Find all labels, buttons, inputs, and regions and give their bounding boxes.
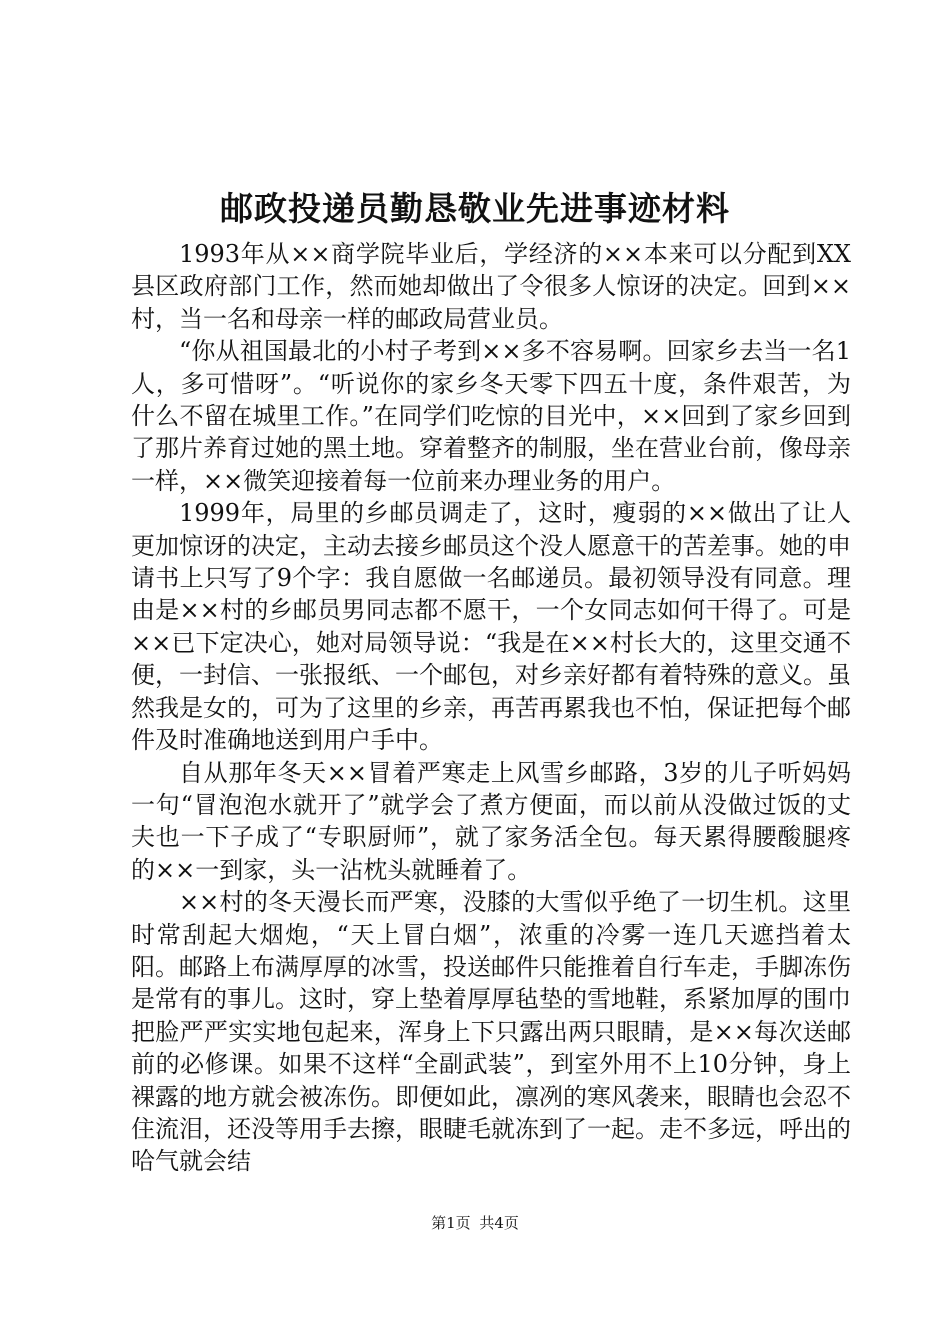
page-total: 共4页	[479, 1214, 519, 1232]
document-body	[131, 238, 851, 1178]
paragraph: “你从祖国最北的小村子考到××多不容易啊。回家乡去当一名1人，多可惜呀”。“听说你的家乡冬天零下四五十度，条件艰苦，为什么不留在城里工作。”在同学们吃惊的目光中，××回到了家乡回到了那片养育过她的黑土地。穿着整齐的制服，坐在营业台前，像母亲一样，××微笑迎接着每一位前来办理业务的用户。	[131, 337, 851, 495]
paragraph: 自从那年冬天××冒着严寒走上风雪乡邮路，3岁的儿子听妈妈一句“冒泡泡水就开了”就学会了煮方便面，而以前从没做过饭的丈夫也一下子成了“专职厨师”，就了家务活全包。每天累得腰酸腿疼的××一到家，头一沾枕头就睡着了。	[131, 758, 851, 884]
paragraph: 1999年，局里的乡邮员调走了，这时，瘦弱的××做出了让人更加惊讶的决定，主动去接乡邮员这个没人愿意干的苦差事。她的申请书上只写了9个字：我自愿做一名邮递员。最初领导没有同意。理由是××村的乡邮员男同志都不愿干，一个女同志如何干得了。可是××已下定决心，她对局领导说：“我是在××村长大的，这里交通不便，一封信、一张报纸、一个邮包，对乡亲好都有着特殊的意义。虽然我是女的，可为了这里的乡亲，再苦再累我也不怕，保证把每个邮件及时准确地送到用户手中。	[131, 499, 851, 755]
page-number: 第1页	[431, 1214, 471, 1232]
page-footer	[0, 1213, 950, 1233]
document-title: 邮政投递员勤恳敬业先进事迹材料	[220, 189, 730, 228]
paragraph: 1993年从××商学院毕业后，学经济的××本来可以分配到XX县区政府部门工作，然而她却做出了令很多人惊讶的决定。回到××村，当一名和母亲一样的邮政局营业员。	[131, 240, 851, 333]
paragraph: ××村的冬天漫长而严寒，没膝的大雪似乎绝了一切生机。这里时常刮起大烟炮，“天上冒白烟”，浓重的冷雾一连几天遮挡着太阳。邮路上布满厚厚的冰雪，投送邮件只能推着自行车走，手脚冻伤是常有的事儿。这时，穿上垫着厚厚毡垫的雪地鞋，系紧加厚的围巾把脸严严实实地包起来，浑身上下只露出两只眼睛，是××每次送邮前的必修课。如果不这样“全副武装”，到室外用不上10分钟，身上裸露的地方就会被冻伤。即便如此，凛冽的寒风袭来，眼睛也会忍不住流泪，还没等用手去擦，眼睫毛就冻到了一起。走不多远，呼出的哈气就会结	[131, 888, 851, 1176]
